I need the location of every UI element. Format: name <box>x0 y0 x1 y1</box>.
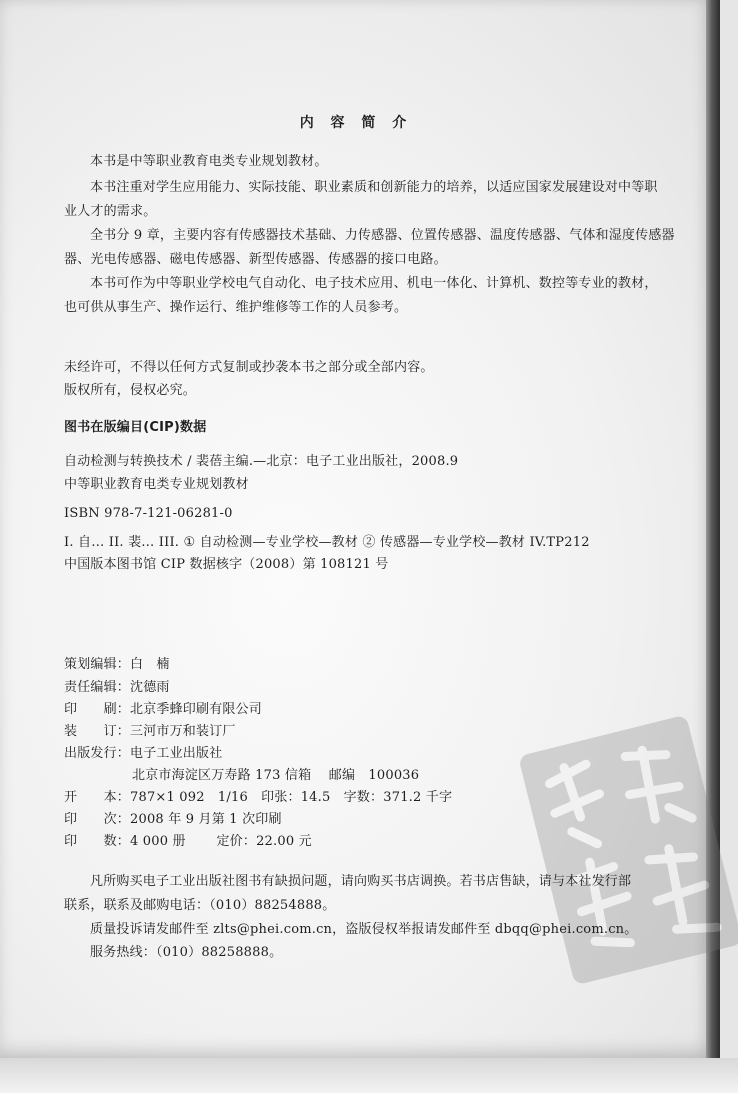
intro-line: 器、光电传感器、磁电传感器、新型传感器、传感器的接口电路。 <box>64 252 447 267</box>
cip-line: 中国版本图书馆 CIP 数据核字（2008）第 108121 号 <box>64 557 389 572</box>
intro-line: 全书分 9 章，主要内容有传感器技术基础、力传感器、位置传感器、温度传感器、气体和湿度传感器 <box>90 228 675 243</box>
credit-line: 出版发行：电子工业出版社 <box>64 746 223 761</box>
page-title: 内 容 简 介 <box>299 115 413 131</box>
cip-heading: 图书在版编目(CIP)数据 <box>64 420 207 435</box>
copyright-line: 未经许可，不得以任何方式复制或抄袭本书之部分或全部内容。 <box>64 360 434 375</box>
notice-line: 服务热线：（010）88258888。 <box>90 945 283 960</box>
cip-isbn: ISBN 978-7-121-06281-0 <box>64 506 233 521</box>
notice-line: 联系，联系及邮购电话：（010）88254888。 <box>64 898 336 913</box>
credit-address: 北京市海淀区万寿路 173 信箱 邮编 100036 <box>132 768 420 783</box>
credit-line: 开 本：787×1 092 1/16 印张：14.5 字数：371.2 千字 <box>64 790 453 805</box>
cip-line: 自动检测与转换技术 / 裴蓓主编.—北京：电子工业出版社，2008.9 <box>64 454 459 469</box>
credit-line: 印 刷：北京季蜂印刷有限公司 <box>64 702 263 717</box>
intro-line: 本书注重对学生应用能力、实际技能、职业素质和创新能力的培养，以适应国家发展建设对中等职 <box>90 180 658 195</box>
intro-line: 也可供从事生产、操作运行、维护维修等工作的人员参考。 <box>64 300 408 315</box>
cip-line: 中等职业教育电类专业规划教材 <box>64 477 249 492</box>
credit-line: 印 次：2008 年 9 月第 1 次印刷 <box>64 812 282 827</box>
credit-line: 策划编辑：白 楠 <box>64 657 170 672</box>
intro-line: 本书是中等职业教育电类专业规划教材。 <box>90 154 328 169</box>
credit-line: 责任编辑：沈德雨 <box>64 680 170 695</box>
notice-line: 质量投诉请发邮件至 zlts@phei.com.cn，盗版侵权举报请发邮件至 dbqq@phei.com.cn。 <box>90 922 638 937</box>
copyright-line: 版权所有，侵权必究。 <box>64 383 197 398</box>
scan-bottom-margin <box>0 1058 738 1093</box>
cip-line: I. 自… II. 裴… III. ① 自动检测—专业学校—教材 ② 传感器—专业学校—教材 IV.TP212 <box>64 535 590 550</box>
credit-line: 印 数：4 000 册 定价：22.00 元 <box>64 834 312 849</box>
intro-line: 本书可作为中等职业学校电气自动化、电子技术应用、机电一体化、计算机、数控等专业的教材， <box>90 276 658 291</box>
notice-line: 凡所购买电子工业出版社图书有缺损问题，请向购买书店调换。若书店售缺，请与本社发行部 <box>90 874 632 889</box>
credit-line: 装 订：三河市万和装订厂 <box>64 724 236 739</box>
intro-line: 业人才的需求。 <box>64 204 157 219</box>
